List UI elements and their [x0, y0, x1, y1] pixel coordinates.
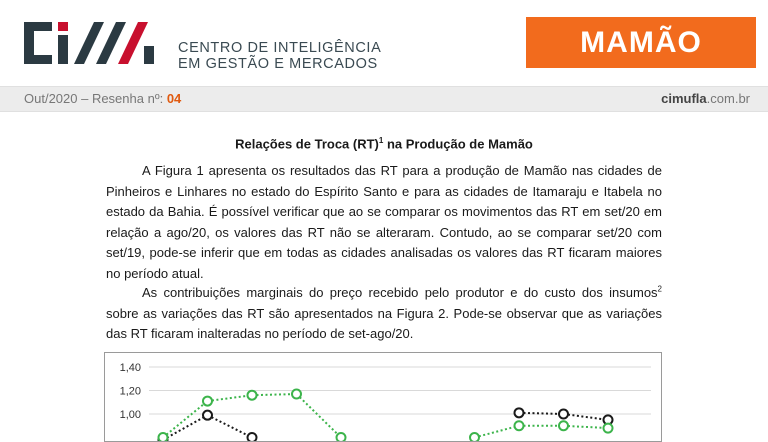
- series-1-point: [470, 433, 479, 441]
- series-1-segment: [475, 426, 520, 438]
- chart-plot: [105, 353, 661, 441]
- series-1-point: [559, 421, 568, 430]
- product-banner: [526, 17, 756, 68]
- figure-1-chart: [104, 352, 662, 442]
- series-0-segment: [163, 415, 208, 440]
- y-tick-label: 1,00: [119, 409, 141, 421]
- site-domain: .com.br: [706, 91, 750, 106]
- title-main: Relações de Troca (RT): [235, 136, 379, 152]
- issue-bar: [0, 86, 768, 112]
- org-line-2: EM GESTÃO E MERCADOS: [178, 56, 378, 72]
- series-1-segment: [163, 401, 208, 437]
- issue-number: 04: [166, 91, 182, 106]
- series-1-point: [515, 421, 524, 430]
- series-0-segment: [564, 414, 609, 420]
- y-tick-label: 1,20: [119, 385, 141, 398]
- paragraph-2-footnote-ref: 2: [657, 284, 662, 294]
- series-1-segment: [564, 426, 609, 428]
- site-link[interactable]: [661, 91, 750, 106]
- title-rest: na Produção de Mamão: [383, 136, 533, 152]
- organization-name: [178, 40, 381, 72]
- series-0-segment: [208, 415, 253, 437]
- series-1-segment: [252, 394, 297, 395]
- site-name: cimufla: [661, 91, 707, 106]
- paragraph-2: [106, 283, 662, 345]
- cimufla-logo: [22, 18, 164, 68]
- product-title: MAMÃO: [580, 25, 702, 59]
- org-line-1: CENTRO DE INTELIGÊNCIA: [178, 40, 382, 56]
- series-1-point: [604, 424, 613, 433]
- series-1-point: [248, 391, 257, 400]
- article-title: [0, 136, 768, 151]
- issue-prefix: Out/2020 – Resenha nº:: [24, 91, 164, 106]
- series-1-segment: [208, 395, 253, 401]
- series-1-point: [337, 433, 346, 441]
- series-1-point: [292, 390, 301, 399]
- series-1-point: [159, 433, 168, 441]
- paragraph-2-part-a: As contribuições marginais do preço recebido pelo produtor e do custo dos insumos: [142, 285, 658, 300]
- y-tick-label: 1,40: [119, 362, 141, 374]
- series-0-point: [248, 433, 257, 441]
- series-0-point: [559, 410, 568, 419]
- issue-info: [24, 91, 181, 106]
- title-footnote-ref: 1: [378, 136, 384, 145]
- series-0-point: [203, 411, 212, 420]
- series-1-point: [203, 397, 212, 406]
- series-0-point: [515, 408, 524, 417]
- paragraph-1: A Figura 1 apresenta os resultados das RT para a produção de Mamão nas cidades de Pinheiros e Linhares no estado do Espírito Santo e para as cidades de Itamaraju e Itabela no estado da Bahia. É possível verificar que ao se comparar os movimentos das RT em set/20 em relação a ago/20, os valores das RT não se alteraram. Contudo, ao se comparar set/20 com set/19, pode-se inferir que em todas as cidades analisadas os valores das RT ficaram maiores no período atual.: [106, 163, 662, 281]
- paragraph-2-part-b: sobre as variações das RT são apresentados na Figura 2. Pode-se observar que as variações das RT ficaram inalteradas no período de set-ago/20.: [106, 305, 662, 341]
